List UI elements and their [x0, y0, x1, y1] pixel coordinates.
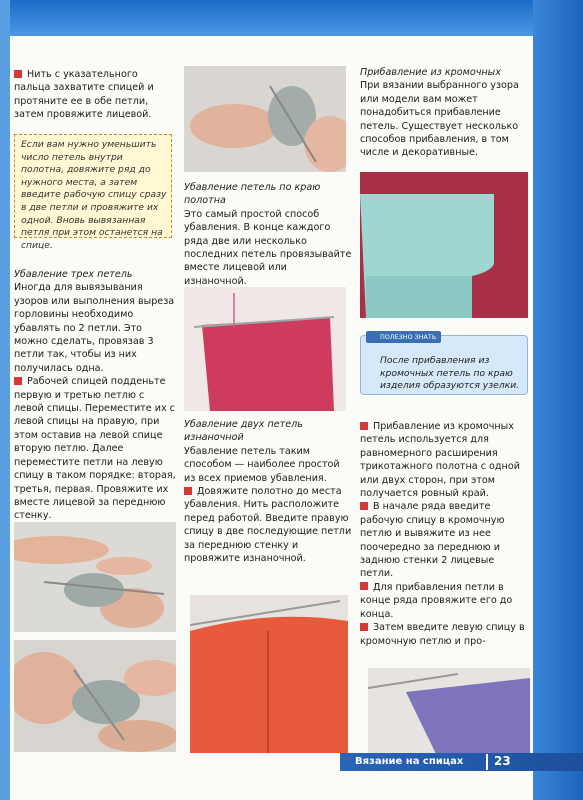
pink-knit-swatch-image	[184, 287, 346, 411]
purple-knit-swatch-image	[368, 668, 530, 754]
bullet-square-icon	[360, 502, 368, 510]
right-add-section	[360, 66, 530, 160]
photo-pink-swatch	[184, 287, 346, 411]
caption-edge-decrease: Убавление петель по краю полотна	[184, 182, 321, 207]
photo-hands-1	[14, 522, 176, 632]
info-note-text: Если вам нужно уменьшить число петель внутри полотна, довяжите ряд до нужного места, а затем введите рабочую спицу сразу в две петли и провяжите их одной. Вновь вывязанная петля при этом останется на спице.	[21, 139, 167, 251]
page-number: 23	[494, 754, 511, 768]
bullet-square-icon	[360, 623, 368, 631]
text-add-edge: При вязании выбранного узора или модели вам может понадобиться прибавление петель. Существует несколько способов прибавления, в том числе и декоративные.	[360, 80, 519, 159]
text-two-loops: Убавление петель таким способом — наиболее простой из всех приемов убавления.	[184, 445, 340, 484]
middle-two-loops-section	[184, 418, 352, 565]
caption-two-loops: Убавление двух петель изнаночной	[184, 419, 303, 444]
middle-edge-section	[184, 181, 352, 288]
text-add-step-2: Для прибавления петли в конце ряда провяжите его до конца.	[360, 581, 513, 620]
photo-hands-top	[184, 66, 346, 172]
footer-title: Вязание на спицах	[355, 756, 464, 767]
hands-knitting-image	[14, 522, 176, 632]
heading-three-loops: Убавление трех петель	[14, 269, 133, 280]
photo-purple-swatch	[368, 668, 530, 754]
footer-separator	[486, 754, 488, 770]
photo-orange-swatch	[190, 595, 348, 753]
bullet-square-icon	[360, 422, 368, 430]
text-add-step-1: В начале ряда введите рабочую спицу в кромочную петлю и вывяжите из нее поочередно за переднюю и заднюю стенки 2 лицевые петли.	[360, 501, 505, 580]
bullet-square-icon	[14, 377, 22, 385]
info-note	[14, 134, 172, 251]
left-paragraph-2	[14, 268, 176, 523]
text-three-loops-steps: Рабочей спицей подденьте первую и третью петлю с левой спицы. Переместите их с левой спицы на правую, при этом оставив на левой спице вторую петлю. Далее переместите петли на левую спицу в таком порядке: вторая, третья, первая. Провяжите их вместе лицевой за переднюю стенку.	[14, 376, 176, 522]
left-blue-band	[0, 0, 10, 800]
right-blue-band	[533, 0, 583, 800]
blue-knit-swatch-image	[360, 172, 528, 318]
text-three-loops: Иногда для вывязывания узоров или выполнения выреза горловины необходимо убавлять по 2 петли. Это можно сделать, провязав 3 петли так, чтобы из них получилась одна.	[14, 282, 175, 374]
tip-text: После прибавления из кромочных петель по краю изделия образуются узелки.	[380, 355, 520, 391]
hands-knitting-image	[14, 640, 176, 752]
left-paragraph-1: Нить с указательного пальца захватите спицей и протяните ее в обе петли, затем провяжите лицевой.	[14, 69, 154, 121]
photo-hands-2	[14, 640, 176, 752]
bullet-square-icon	[14, 70, 22, 78]
bullet-square-icon	[184, 487, 192, 495]
right-text-section	[360, 420, 530, 648]
text-add-use: Прибавление из кромочных петель используется для равномерного расширения трикотажного полотна с одной или двух сторон, при этом получается ровный край.	[360, 421, 520, 500]
tip-badge: ПОЛЕЗНО ЗНАТЬ	[366, 331, 441, 343]
hands-knitting-image	[184, 66, 346, 172]
text-two-loops-steps: Довяжите полотно до места убавления. Нить расположите перед работой. Введите правую спицу в две последующие петли за переднюю стенку и провяжите изнаночной.	[184, 486, 352, 565]
top-blue-band	[0, 0, 583, 38]
text-edge-decrease: Это самый простой способ убавления. В конце каждого ряда две или несколько последних петель провязывайте вместе лицевой или изнаночной.	[184, 208, 352, 287]
orange-knit-swatch-image	[190, 595, 348, 753]
bullet-square-icon	[360, 582, 368, 590]
text-add-step-3: Затем введите левую спицу в кромочную петлю и про-	[360, 622, 525, 647]
caption-add-edge: Прибавление из кромочных	[360, 67, 501, 78]
photo-blue-swatch	[360, 172, 528, 318]
